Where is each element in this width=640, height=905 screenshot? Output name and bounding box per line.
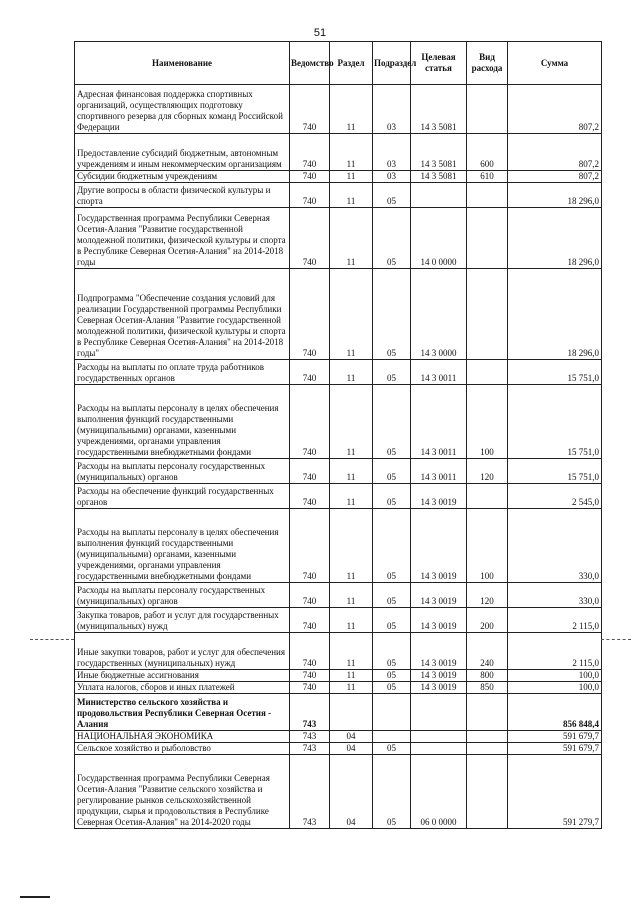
row-target: 14 3 0019	[411, 509, 467, 583]
row-subsection: 05	[373, 670, 411, 682]
row-subsection: 05	[373, 208, 411, 269]
row-section: 11	[330, 583, 373, 608]
row-subsection: 05	[373, 385, 411, 459]
row-section: 11	[330, 360, 373, 385]
row-section: 04	[330, 755, 373, 829]
row-sum: 2 115,0	[508, 608, 602, 633]
header-name: Наименование	[75, 42, 290, 85]
row-name: Министерство сельского хозяйства и продовольствия Республики Северная Осетия - Алания	[75, 694, 290, 731]
row-subsection: 03	[373, 171, 411, 183]
header-dept: Ведомство	[290, 42, 330, 85]
row-sum: 15 751,0	[508, 360, 602, 385]
row-type: 120	[467, 459, 508, 484]
row-name: Государственная программа Республики Северная Осетия-Алания "Развитие государственной молодежной политики, физической культуры и спорта в Республике Северная Осетия-Алания" на 2014-2018 годы	[75, 208, 290, 269]
row-type	[467, 743, 508, 755]
row-sum: 807,2	[508, 85, 602, 134]
table-row	[75, 85, 602, 134]
row-subsection: 05	[373, 682, 411, 694]
row-name: Уплата налогов, сборов и иных платежей	[75, 682, 290, 694]
table-row	[75, 755, 602, 829]
row-type: 800	[467, 670, 508, 682]
row-dept: 740	[290, 208, 330, 269]
row-dept: 740	[290, 670, 330, 682]
row-subsection: 05	[373, 459, 411, 484]
row-sum: 330,0	[508, 583, 602, 608]
row-subsection	[373, 694, 411, 731]
row-type	[467, 360, 508, 385]
row-dept: 740	[290, 183, 330, 208]
table-row	[75, 509, 602, 583]
row-target: 14 3 0019	[411, 583, 467, 608]
row-name: Иные закупки товаров, работ и услуг для обеспечения государственных (муниципальных) нужд	[75, 633, 290, 670]
row-sum: 2 545,0	[508, 484, 602, 509]
row-target: 06 0 0000	[411, 755, 467, 829]
header-target: Целевая статья	[411, 42, 467, 85]
row-section: 11	[330, 208, 373, 269]
table-row	[75, 694, 602, 731]
row-dept: 740	[290, 269, 330, 360]
row-section: 11	[330, 682, 373, 694]
table-row	[75, 134, 602, 171]
table-row	[75, 459, 602, 484]
row-sum: 18 296,0	[508, 183, 602, 208]
row-type: 240	[467, 633, 508, 670]
row-name: НАЦИОНАЛЬНАЯ ЭКОНОМИКА	[75, 731, 290, 743]
row-subsection	[373, 731, 411, 743]
row-type	[467, 183, 508, 208]
row-subsection: 05	[373, 608, 411, 633]
row-section: 11	[330, 608, 373, 633]
row-target: 14 3 0011	[411, 459, 467, 484]
row-subsection: 05	[373, 484, 411, 509]
row-target	[411, 183, 467, 208]
row-target: 14 3 0019	[411, 484, 467, 509]
row-name: Субсидии бюджетным учреждениям	[75, 171, 290, 183]
row-section: 11	[330, 633, 373, 670]
row-name: Иные бюджетные ассигнования	[75, 670, 290, 682]
row-dept: 740	[290, 682, 330, 694]
table-row	[75, 171, 602, 183]
row-dept: 743	[290, 731, 330, 743]
row-section: 11	[330, 171, 373, 183]
row-sum: 330,0	[508, 509, 602, 583]
row-section: 11	[330, 509, 373, 583]
row-section: 11	[330, 484, 373, 509]
row-subsection: 05	[373, 183, 411, 208]
row-name: Расходы на выплаты персоналу в целях обеспечения выполнения функций государственными (муниципальными) органами, казенными учреждениями, органами управления государственными внебюджетными фондами	[75, 385, 290, 459]
table-row	[75, 633, 602, 670]
row-section: 11	[330, 269, 373, 360]
scan-artifact-line-right	[601, 639, 631, 640]
row-type	[467, 85, 508, 134]
row-type: 200	[467, 608, 508, 633]
row-name: Предоставление субсидий бюджетным, автономным учреждениям и иным некоммерческим организациям	[75, 134, 290, 171]
row-sum: 2 115,0	[508, 633, 602, 670]
row-type: 120	[467, 583, 508, 608]
row-dept: 740	[290, 171, 330, 183]
row-name: Расходы на выплаты персоналу государственных (муниципальных) органов	[75, 583, 290, 608]
row-name: Подпрограмма "Обеспечение создания условий для реализации Государственной программы Республики Северная Осетия-Алания "Развитие государственной молодежной политики, физической культуры и спорта в Республике Северная Осетия-Алания" на 2014-2018 годы"	[75, 269, 290, 360]
row-target: 14 3 0000	[411, 269, 467, 360]
header-subsection: Подраздел	[373, 42, 411, 85]
row-dept: 740	[290, 85, 330, 134]
header-section: Раздел	[330, 42, 373, 85]
header-sum: Сумма	[508, 42, 602, 85]
row-target	[411, 743, 467, 755]
row-name: Расходы на обеспечение функций государственных органов	[75, 484, 290, 509]
row-type	[467, 269, 508, 360]
row-dept: 743	[290, 694, 330, 731]
row-sum: 807,2	[508, 134, 602, 171]
row-target: 14 3 5081	[411, 85, 467, 134]
row-sum: 100,0	[508, 682, 602, 694]
row-type	[467, 484, 508, 509]
row-target: 14 3 0011	[411, 385, 467, 459]
table-row	[75, 385, 602, 459]
row-sum: 591 679,7	[508, 731, 602, 743]
row-subsection: 05	[373, 509, 411, 583]
row-section: 11	[330, 385, 373, 459]
row-type	[467, 755, 508, 829]
row-sum: 591 679,7	[508, 743, 602, 755]
row-sum: 18 296,0	[508, 269, 602, 360]
row-subsection: 05	[373, 633, 411, 670]
header-type: Вид расхода	[467, 42, 508, 85]
row-subsection: 05	[373, 755, 411, 829]
table-row	[75, 208, 602, 269]
table-row	[75, 682, 602, 694]
row-name: Сельское хозяйство и рыболовство	[75, 743, 290, 755]
row-name: Адресная финансовая поддержка спортивных организаций, осуществляющих подготовку спортивного резерва для сборных команд Российской Федерации	[75, 85, 290, 134]
row-dept: 740	[290, 583, 330, 608]
row-sum: 100,0	[508, 670, 602, 682]
row-type: 100	[467, 509, 508, 583]
row-type	[467, 731, 508, 743]
row-dept: 740	[290, 360, 330, 385]
table-row	[75, 183, 602, 208]
row-sum: 591 279,7	[508, 755, 602, 829]
row-sum: 15 751,0	[508, 459, 602, 484]
table-row	[75, 743, 602, 755]
row-type: 600	[467, 134, 508, 171]
row-subsection: 05	[373, 583, 411, 608]
row-name: Государственная программа Республики Северная Осетия-Алания "Развитие сельского хозяйства и регулирование рынков сельскохозяйственной продукции, сырья и продовольствия в Республике Северная Осетия-Алания" на 2014-2020 годы	[75, 755, 290, 829]
table-row	[75, 484, 602, 509]
table-header-row	[75, 42, 602, 85]
table-row	[75, 269, 602, 360]
row-subsection: 03	[373, 85, 411, 134]
row-dept: 740	[290, 633, 330, 670]
row-section: 11	[330, 134, 373, 171]
row-dept: 740	[290, 459, 330, 484]
row-dept: 740	[290, 385, 330, 459]
row-section: 11	[330, 670, 373, 682]
row-target: 14 3 0019	[411, 608, 467, 633]
row-section: 11	[330, 459, 373, 484]
row-section: 11	[330, 183, 373, 208]
row-dept: 740	[290, 134, 330, 171]
row-section: 04	[330, 731, 373, 743]
row-dept: 740	[290, 509, 330, 583]
page-number: 51	[313, 27, 327, 39]
row-type	[467, 208, 508, 269]
table-row	[75, 608, 602, 633]
row-name: Расходы на выплаты по оплате труда работников государственных органов	[75, 360, 290, 385]
table-row	[75, 360, 602, 385]
row-section: 11	[330, 85, 373, 134]
row-dept: 740	[290, 484, 330, 509]
row-subsection: 05	[373, 360, 411, 385]
row-target	[411, 731, 467, 743]
row-target: 14 3 0019	[411, 670, 467, 682]
row-name: Закупка товаров, работ и услуг для государственных (муниципальных) нужд	[75, 608, 290, 633]
row-section	[330, 694, 373, 731]
row-type: 850	[467, 682, 508, 694]
row-sum: 15 751,0	[508, 385, 602, 459]
row-sum: 856 848,4	[508, 694, 602, 731]
row-subsection: 05	[373, 743, 411, 755]
row-target: 14 3 5081	[411, 171, 467, 183]
row-subsection: 03	[373, 134, 411, 171]
scan-artifact-line-left	[30, 639, 74, 640]
row-target: 14 0 0000	[411, 208, 467, 269]
row-type: 610	[467, 171, 508, 183]
row-type: 100	[467, 385, 508, 459]
row-name: Расходы на выплаты персоналу государственных (муниципальных) органов	[75, 459, 290, 484]
row-dept: 743	[290, 755, 330, 829]
row-subsection: 05	[373, 269, 411, 360]
budget-table	[74, 41, 602, 829]
row-name: Расходы на выплаты персоналу в целях обеспечения выполнения функций государственными (муниципальными) органами, казенными учреждениями, органами управления государственными внебюджетными фондами	[75, 509, 290, 583]
row-target: 14 3 5081	[411, 134, 467, 171]
corner-mark	[20, 896, 50, 898]
row-target	[411, 694, 467, 731]
row-sum: 807,2	[508, 171, 602, 183]
row-type	[467, 694, 508, 731]
row-target: 14 3 0019	[411, 633, 467, 670]
row-sum: 18 296,0	[508, 208, 602, 269]
row-target: 14 3 0019	[411, 682, 467, 694]
table-row	[75, 731, 602, 743]
row-section: 04	[330, 743, 373, 755]
row-dept: 743	[290, 743, 330, 755]
row-name: Другие вопросы в области физической культуры и спорта	[75, 183, 290, 208]
row-dept: 740	[290, 608, 330, 633]
row-target: 14 3 0011	[411, 360, 467, 385]
table-row	[75, 583, 602, 608]
table-row	[75, 670, 602, 682]
